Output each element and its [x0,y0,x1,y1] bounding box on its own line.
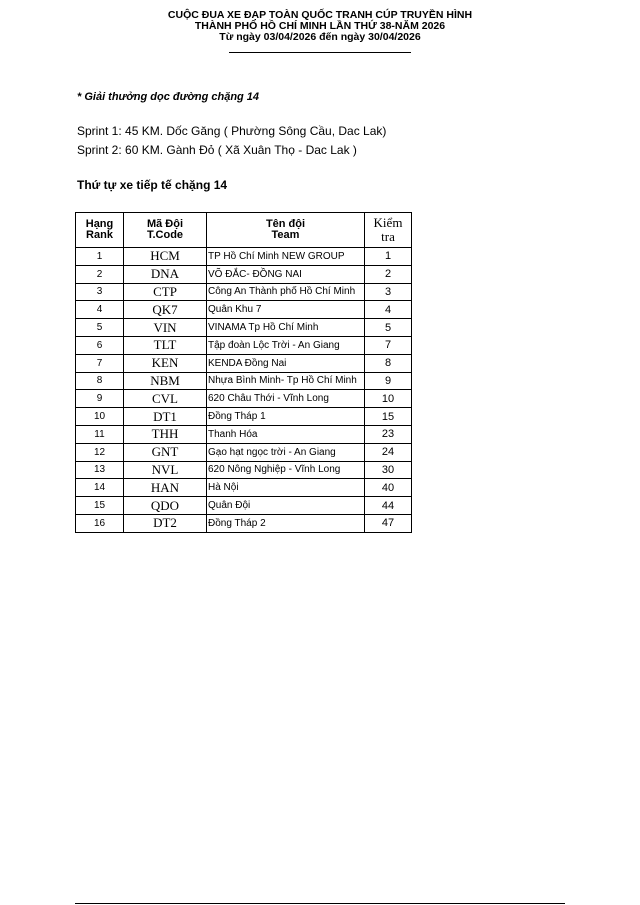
table-row [76,497,412,515]
row-team-name: Hà Nội [207,479,365,497]
row-check-number: 44 [365,497,412,515]
support-car-order-table [75,212,412,533]
header-check-line-1: Kiểm [373,215,403,230]
row-team-name: KENDA Đồng Nai [207,354,365,372]
table-row [76,425,412,443]
row-team-name: Gạo hạt ngọc trời - An Giang [207,443,365,461]
row-team-code: NVL [124,461,207,479]
header-team [207,213,365,248]
row-check-number: 47 [365,514,412,532]
row-rank: 12 [76,443,124,461]
table-row [76,408,412,426]
row-rank: 10 [76,408,124,426]
row-check-number: 30 [365,461,412,479]
row-check-number: 1 [365,248,412,266]
row-check-number: 4 [365,301,412,319]
row-team-name: VÕ ĐẮC- ĐỒNG NAI [207,265,365,283]
row-rank: 4 [76,301,124,319]
row-team-code: QDO [124,497,207,515]
row-team-name: Thanh Hóa [207,425,365,443]
row-check-number: 15 [365,408,412,426]
row-team-code: NBM [124,372,207,390]
document-header [0,10,640,53]
row-team-name: Nhựa Bình Minh- Tp Hồ Chí Minh [207,372,365,390]
row-team-code: TLT [124,336,207,354]
table-row [76,265,412,283]
row-check-number: 8 [365,354,412,372]
row-team-code: CTP [124,283,207,301]
row-team-name: 620 Nông Nghiệp - Vĩnh Long [207,461,365,479]
row-rank: 16 [76,514,124,532]
row-team-code: DT1 [124,408,207,426]
row-check-number: 5 [365,319,412,337]
table-row [76,283,412,301]
row-rank: 15 [76,497,124,515]
row-team-name: Đồng Tháp 2 [207,514,365,532]
row-check-number: 3 [365,283,412,301]
row-rank: 14 [76,479,124,497]
row-check-number: 9 [365,372,412,390]
row-rank: 2 [76,265,124,283]
row-team-code: HCM [124,248,207,266]
row-team-name: VINAMA Tp Hồ Chí Minh [207,319,365,337]
row-team-code: HAN [124,479,207,497]
table-row [76,319,412,337]
row-rank: 5 [76,319,124,337]
header-check-line-2: tra [381,229,395,244]
header-title-line-2: THÀNH PHỐ HỒ CHÍ MINH LẦN THỨ 38-NĂM 2026 [194,20,446,32]
footer-divider [75,903,565,904]
row-team-name: Đồng Tháp 1 [207,408,365,426]
row-team-code: DT2 [124,514,207,532]
row-rank: 1 [76,248,124,266]
row-team-name: Tập đoàn Lộc Trời - An Giang [207,336,365,354]
row-check-number: 7 [365,336,412,354]
table-row [76,479,412,497]
row-team-name: Quân Khu 7 [207,301,365,319]
row-team-code: CVL [124,390,207,408]
row-rank: 11 [76,425,124,443]
header-code-vn: Mã Đội [146,218,184,230]
sprint-2: Sprint 2: 60 KM. Gành Đỏ ( Xã Xuân Thọ - Dac Lak ) [77,143,357,157]
row-team-name: Công An Thành phố Hồ Chí Minh [207,283,365,301]
table-row [76,443,412,461]
header-divider [229,52,411,53]
row-team-name: TP Hồ Chí Minh NEW GROUP [207,248,365,266]
row-rank: 3 [76,283,124,301]
section-title: * Giải thưởng dọc đường chặng 14 [77,91,260,103]
row-rank: 9 [76,390,124,408]
sprint-1: Sprint 1: 45 KM. Dốc Găng ( Phường Sông Cầu, Dac Lak) [77,124,387,138]
row-rank: 7 [76,354,124,372]
header-rank-vn: Hạng [85,218,114,230]
table-row [76,461,412,479]
table-header-row [76,213,412,248]
table-row [76,336,412,354]
table-row [76,372,412,390]
row-check-number: 40 [365,479,412,497]
row-team-code: DNA [124,265,207,283]
header-rank-en: Rank [86,229,113,241]
table-row [76,390,412,408]
order-title: Thứ tự xe tiếp tế chặng 14 [77,178,228,192]
row-check-number: 2 [365,265,412,283]
row-team-code: VIN [124,319,207,337]
row-team-code: KEN [124,354,207,372]
row-rank: 6 [76,336,124,354]
row-rank: 13 [76,461,124,479]
header-code-en: T.Code [146,229,184,241]
header-rank [76,213,124,248]
table-row [76,514,412,532]
row-team-code: GNT [124,443,207,461]
header-team-en: Team [271,229,300,241]
row-team-name: Quân Đội [207,497,365,515]
row-team-name: 620 Châu Thới - Vĩnh Long [207,390,365,408]
header-title-line-1: CUỘC ĐUA XE ĐẠP TOÀN QUỐC TRANH CÚP TRUYỀN HÌNH [167,9,473,21]
row-check-number: 10 [365,390,412,408]
header-code [124,213,207,248]
header-check [365,213,412,248]
header-team-vn: Tên đội [265,218,306,230]
row-team-code: THH [124,425,207,443]
row-check-number: 24 [365,443,412,461]
row-team-code: QK7 [124,301,207,319]
table-row [76,354,412,372]
row-rank: 8 [76,372,124,390]
table-row [76,301,412,319]
row-check-number: 23 [365,425,412,443]
header-date-range: Từ ngày 03/04/2026 đến ngày 30/04/2026 [219,31,421,43]
table-row [76,248,412,266]
